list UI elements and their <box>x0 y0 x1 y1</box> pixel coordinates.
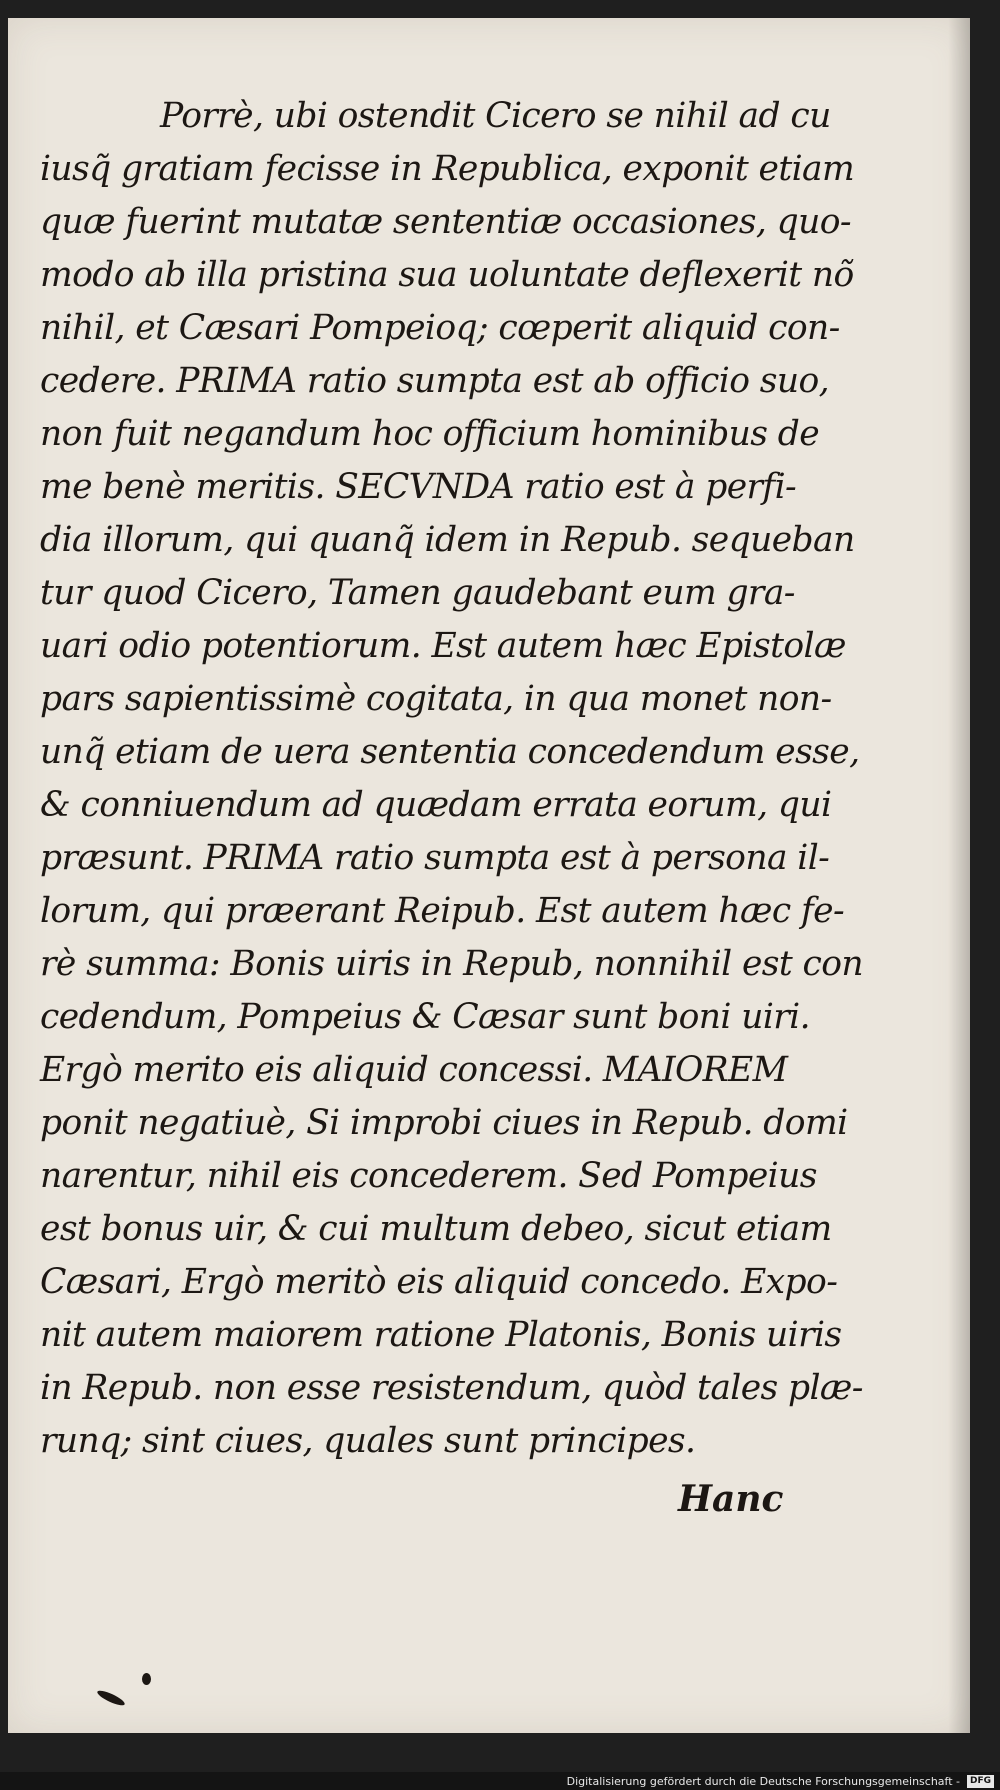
text-line-10: tur quod Cicero, Tamen gaudebant eum gra- <box>40 573 795 613</box>
text-line-7: non fuit negandum hoc officium hominibus de <box>40 414 820 454</box>
text-line-19: Ergò merito eis aliquid concessi. MAIOREM <box>40 1050 788 1090</box>
text-line-18: cedendum, Pompeius & Cæsar sunt boni uiri. <box>40 997 810 1037</box>
funding-credit: Digitalisierung gefördert durch die Deutsche Forschungsgemeinschaft - <box>566 1775 960 1788</box>
text-line-23: Cæsari, Ergò meritò eis aliquid concedo. Expo- <box>40 1262 838 1302</box>
text-line-2: iusq̃ gratiam fecisse in Republica, exponit etiam <box>40 149 855 189</box>
page-edge-shadow <box>948 18 970 1733</box>
text-line-6: cedere. PRIMA ratio sumpta est ab officio suo, <box>40 361 829 401</box>
text-line-26: runq; sint ciues, quales sunt principes. <box>40 1421 696 1461</box>
text-line-20: ponit negatiuè, Si improbi ciues in Repub. domi <box>40 1103 848 1143</box>
dfg-logo-icon: DFG <box>967 1775 994 1788</box>
body-text <box>40 90 864 1468</box>
book-page <box>8 18 970 1733</box>
text-line-13: unq̃ etiam de uera sententia concedendum esse, <box>40 732 860 772</box>
text-line-3: quæ fuerint mutatæ sententiæ occasiones, quo- <box>40 202 851 242</box>
text-line-15: præsunt. PRIMA ratio sumpta est à persona il- <box>40 838 830 878</box>
text-line-14: & conniuendum ad quædam errata eorum, qui <box>40 785 832 825</box>
text-line-11: uari odio potentiorum. Est autem hæc Epistolæ <box>40 626 846 666</box>
digitization-footer <box>0 1772 1000 1790</box>
text-line-16: lorum, qui præerant Reipub. Est autem hæc fe- <box>40 891 844 931</box>
text-line-8: me benè meritis. SECVNDA ratio est à perfi- <box>40 467 797 507</box>
text-line-17: rè summa: Bonis uiris in Repub, nonnihil est con <box>40 944 864 984</box>
text-line-4: modo ab illa pristina sua uoluntate deflexerit nõ <box>40 255 854 295</box>
ink-stroke-mark <box>96 1688 127 1708</box>
text-line-1: Porrè, ubi ostendit Cicero se nihil ad cu <box>160 96 831 136</box>
text-line-9: dia illorum, qui quanq̃ idem in Repub. sequeban <box>40 520 855 560</box>
text-line-24: nit autem maiorem ratione Platonis, Bonis uiris <box>40 1315 842 1355</box>
ink-dot-mark <box>142 1673 151 1685</box>
text-line-12: pars sapientissimè cogitata, in qua monet non- <box>40 679 832 719</box>
text-line-21: narentur, nihil eis concederem. Sed Pompeius <box>40 1156 817 1196</box>
text-line-25: in Repub. non esse resistendum, quòd tales plæ- <box>40 1368 863 1408</box>
text-line-5: nihil, et Cæsari Pompeioq; cœperit aliquid con- <box>40 308 840 348</box>
catchword: Hanc <box>678 1478 784 1520</box>
text-line-22: est bonus uir, & cui multum debeo, sicut etiam <box>40 1209 832 1249</box>
